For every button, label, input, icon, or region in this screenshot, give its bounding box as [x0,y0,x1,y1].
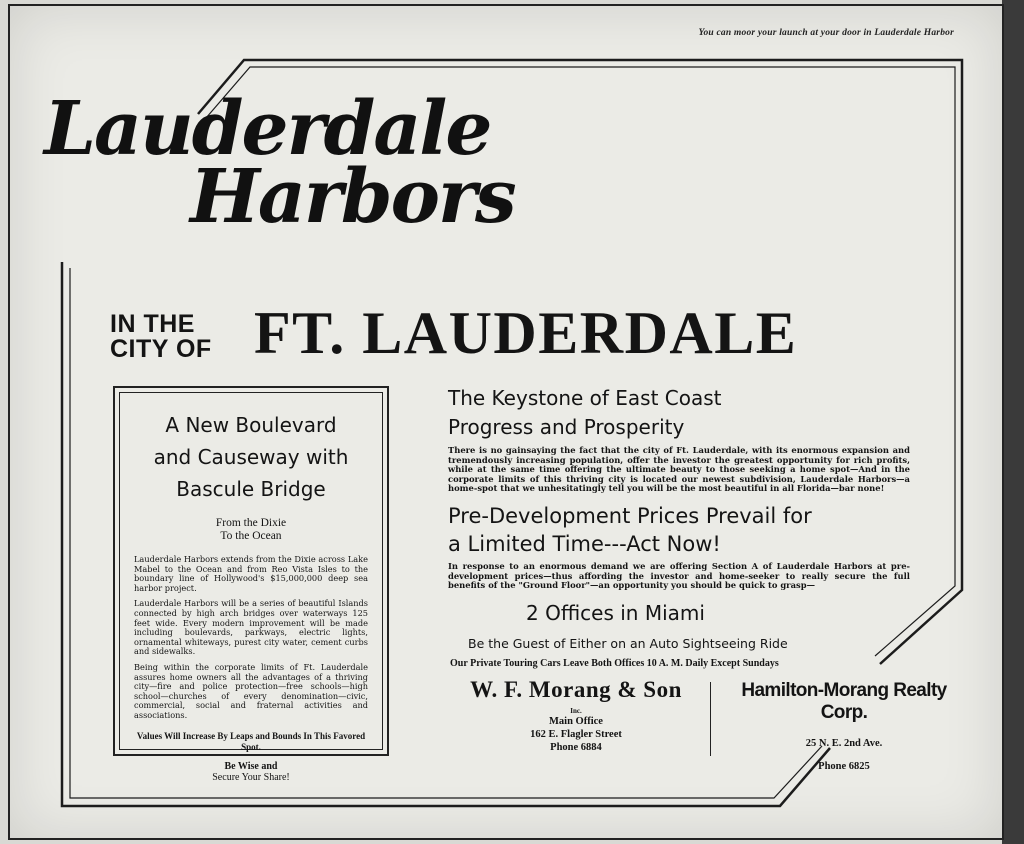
left-box-heading-line: A New Boulevard [165,413,337,437]
prices-heading [448,502,910,558]
right-column [448,384,910,591]
left-box-sub-line: To the Ocean [220,530,282,542]
prices-heading-line: a Limited Time---Act Now! [448,531,721,556]
offices-heading: 2 Offices in Miami [526,601,705,625]
left-info-box [113,386,389,783]
headline-prefix [110,312,212,362]
firm1-inc: Inc. [570,707,582,715]
top-caption: You can moor your launch at your door in Lauderdale Harbor [698,28,954,38]
prices-paragraph: In response to an enormous demand we are offering Section A of Lauderdale Harbors at pre-development prices—thus affording the investor and home-seeker to really secure the full benefits of the "Ground Floor"—an opportunity you should be quick to grasp— [448,560,910,591]
firm1-name: W. F. Morang & Son [470,677,682,702]
firm1-address: 162 E. Flagler Street [530,729,622,740]
firm2-phone: Phone 6825 [818,761,870,772]
firm-hamilton-morang [716,680,972,772]
keystone-heading-line: The Keystone of East Coast [448,386,722,410]
touring-line: Our Private Touring Cars Leave Both Offices 10 A. M. Daily Except Sundays [450,658,779,669]
left-box-be-wise: Be Wise and [224,760,278,772]
firm2-address: 25 N. E. 2nd Ave. [805,738,883,749]
keystone-paragraph: There is no gainsaying the fact that the city of Ft. Lauderdale, with its enormous expansion and tremendously increasing population, offer the investor the greatest opportunity for rich profits, while at the same time offering the ultimate beauty to those seeking a home spot—And in the corporate limits of this thriving city is located our newest subdivision, Lauderdale Harbors—a home-spot that we unhesitatingly tell you will be the most beautiful in all Florida—bar none! [448,445,910,494]
left-box-secure: Secure Your Share! [212,771,290,783]
left-info-box-inner [119,392,383,783]
left-box-heading-line: and Causeway with [153,445,349,469]
left-box-values: Values Will Increase By Leaps and Bounds In This Favored Spot. [136,730,366,752]
brand-title [44,86,515,240]
firm1-phone: Phone 6884 [550,742,602,753]
left-box-paragraph: Being within the corporate limits of Ft. Lauderdale assures home owners all the advantages of a thriving city—fire and police protection—free schools—high school—churches of every denomination—civic, commercial, social and fraternal activities and associations. [134,661,368,720]
guest-line: Be the Guest of Either on an Auto Sightseeing Ride [468,636,788,651]
left-box-sub-line: From the Dixie [215,517,287,529]
firm2-name: Hamilton-Morang Realty Corp. [741,680,947,723]
left-box-paragraph: Lauderdale Harbors extends from the Dixie across Lake Mabel to the Ocean and from Reo Vista Isles to the boundary line of Hollywood's $15,000,000 deep sea harbor project. [134,554,368,593]
firm1-office-label: Main Office [549,716,603,727]
keystone-heading [448,384,910,442]
prices-heading-line: Pre-Development Prices Prevail for [448,503,812,528]
left-box-heading-line: Bascule Bridge [176,477,326,501]
left-box-subheading [134,517,368,543]
headline-prefix-line2: CITY OF [110,335,212,363]
firm-morang-son [449,677,703,754]
headline-prefix-line1: IN THE [110,310,195,338]
brand-title-line2: Harbors [190,154,515,240]
keystone-heading-line: Progress and Prosperity [448,415,685,439]
left-box-paragraph: Lauderdale Harbors will be a series of beautiful Islands connected by high arch bridges over waterways 125 feet wide. Every modern improvement will be made including boulevards, parkways, electric lights, ornamental whiteways, purest city water, cement curbs and sidewalks. [134,598,368,657]
firm-divider [710,682,711,756]
headline-city: FT. LAUDERDALE [254,300,798,366]
brand-title-line1: Lauderdale [44,86,491,172]
left-box-heading [134,409,368,505]
